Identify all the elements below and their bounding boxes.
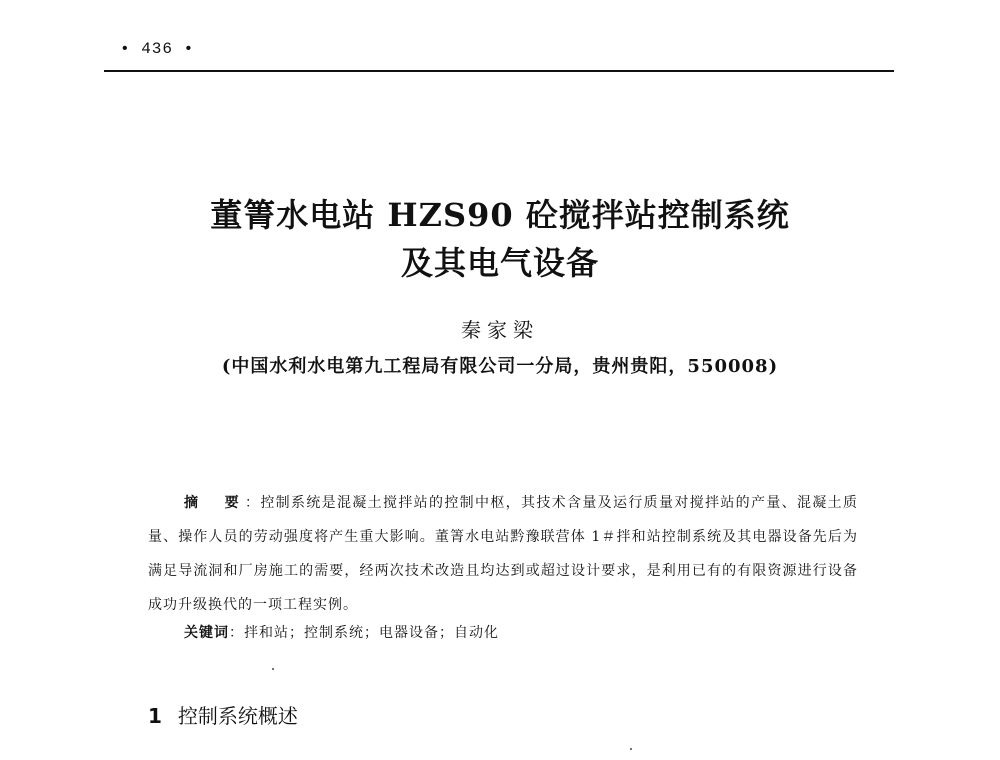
scan-speck: [630, 748, 632, 750]
section-number: 1: [148, 704, 162, 728]
author-name: 秦家梁: [461, 318, 539, 342]
keywords: [184, 622, 499, 642]
author-affiliation: (中国水利水电第九工程局有限公司一分局，贵州贵阳，550008): [221, 356, 779, 377]
abstract-label: 摘 要: [184, 495, 245, 511]
section-title: 控制系统概述: [177, 704, 298, 728]
paper-title-line-2: 及其电气设备: [400, 244, 599, 282]
abstract-text: ：控制系统是混凝土搅拌站的控制中枢，其技术含量及运行质量对搅拌站的产量、混凝土质量、操作人员的劳动强度将产生重大影响。董箐水电站黔豫联营体 1＃拌和站控制系统及其电器设备先后为满足导流洞和厂房施工的需要，经两次技术改造且均达到或超过设计要求，是利用已有的有限资源进行设备成功升级换代的一项工程实例。: [148, 495, 858, 613]
abstract: [148, 486, 858, 622]
keywords-text: ：拌和站；控制系统；电器设备；自动化: [229, 625, 499, 641]
keywords-label: 关键词: [184, 625, 229, 641]
section-heading: [148, 700, 298, 729]
page-number: • 436 •: [120, 40, 195, 58]
paper-title-line-1: 董箐水电站 HZS90 砼搅拌站控制系统: [210, 196, 790, 234]
header-rule: [104, 70, 894, 72]
scan-speck: [272, 668, 274, 670]
